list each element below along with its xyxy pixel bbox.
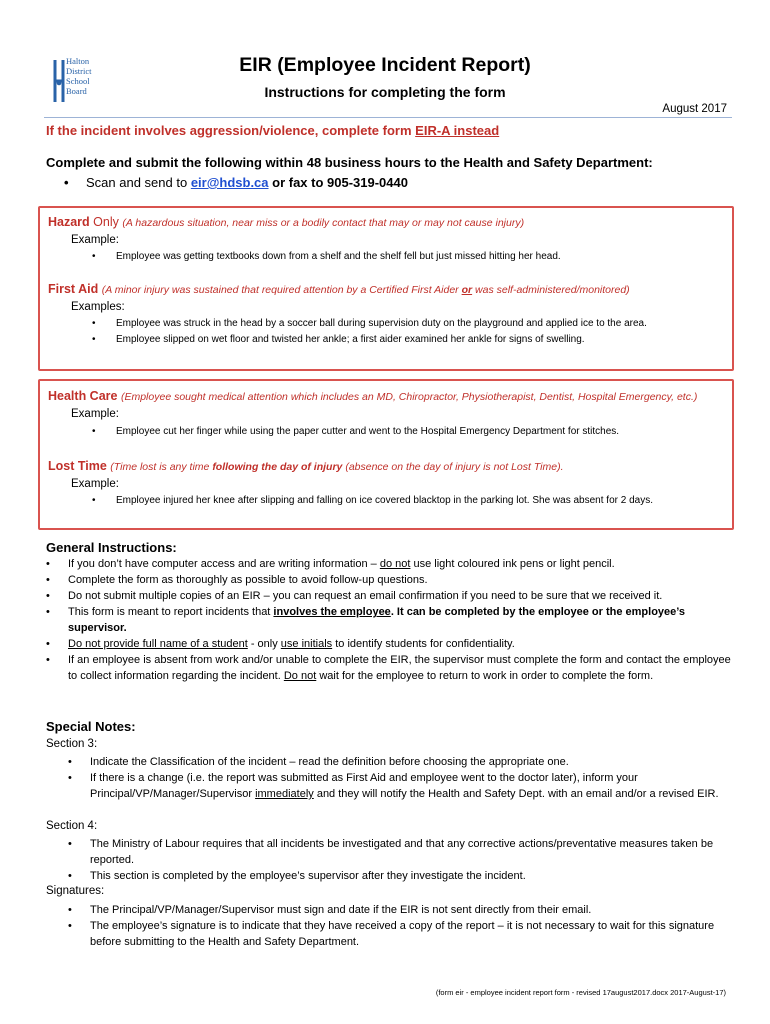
lost-time-name: Lost Time (48, 459, 107, 473)
list-item (46, 604, 736, 636)
general-instructions-list (46, 556, 736, 684)
item-text: to identify students for confidentiality. (332, 638, 515, 650)
page-subtitle: Instructions for completing the form (264, 84, 506, 100)
item-text: This section is completed by the employee’s supervisor after they investigate the incident. (90, 870, 526, 882)
bullet: • (92, 334, 96, 345)
bullet: • (68, 838, 72, 850)
list-item (92, 495, 653, 506)
list-item (46, 636, 736, 652)
bullet: • (68, 772, 72, 784)
signatures-label: Signatures: (46, 885, 105, 897)
signatures-list (68, 902, 728, 950)
bullet: • (46, 638, 50, 650)
bullet: • (68, 920, 72, 932)
first-aid-desc: (A minor injury was sustained that required attention by a Certified First Aider (101, 284, 462, 296)
general-instructions-heading: General Instructions: (46, 540, 177, 555)
bullet: • (92, 495, 96, 506)
item-text: do not (379, 558, 411, 570)
list-item (46, 652, 736, 684)
header-divider (44, 117, 732, 118)
list-item (68, 836, 728, 868)
list-item (68, 902, 728, 918)
bullet: • (68, 904, 72, 916)
hazard-heading (48, 215, 524, 229)
bullet: • (46, 590, 50, 602)
item-text: If an employee is absent from work and/or unable to complete the EIR, the supervisor must complete the form and contact the employee to collect information regarding the incident. (68, 654, 731, 682)
aggression-notice (46, 123, 499, 138)
example-label: Examples: (71, 301, 125, 313)
logo-line: Board (66, 86, 87, 96)
item-text: If there is a change (i.e. the report was submitted as First Aid and employee went to the doctor later), inform your Principal/VP/Manager/Supervisor (90, 772, 638, 800)
logo-line: Halton (66, 56, 90, 66)
list-item (92, 334, 585, 345)
bullet: • (92, 318, 96, 329)
page-title: EIR (Employee Incident Report) (239, 54, 531, 76)
item-text: Indicate the Classification of the incident – read the definition before choosing the appropriate one. (90, 756, 569, 768)
example-label: Example: (71, 234, 119, 246)
health-care-heading (48, 389, 697, 403)
bullet: • (68, 756, 72, 768)
item-text: Do not (283, 670, 317, 682)
list-item (92, 426, 620, 437)
submit-heading: Complete and submit the following within 48 business hours to the Health and Safety Department: (46, 155, 653, 170)
first-aid-name: First Aid (48, 282, 99, 296)
item-text: If you don’t have computer access and are writing information – (68, 558, 380, 570)
example-text: Employee slipped on wet floor and twisted her ankle; a first aider examined her ankle for signs of swelling. (116, 334, 585, 345)
first-aid-heading (48, 282, 630, 296)
item-text: use initials (280, 638, 333, 650)
list-item (46, 588, 736, 604)
section-3-list (68, 754, 728, 802)
logo-line: District (66, 66, 92, 76)
bullet: • (46, 574, 50, 586)
list-item (92, 318, 647, 329)
document-date: August 2017 (662, 103, 727, 115)
footer-file-info: (form eir - employee incident report form - revised 17august2017.docx 2017-August-17) (435, 988, 726, 997)
hazard-desc: (A hazardous situation, near miss or a bodily contact that may or may not cause injury) (122, 217, 525, 229)
item-text: The Principal/VP/Manager/Supervisor must sign and date if the EIR is not sent directly from their email. (90, 904, 592, 916)
item-text: Do not provide full name of a student (68, 638, 248, 650)
bullet: • (46, 654, 50, 666)
list-item (68, 770, 728, 802)
scan-prefix: Scan and send to (86, 175, 191, 190)
bullet: • (64, 175, 69, 190)
eir-a-link[interactable]: EIR-A instead (415, 123, 500, 138)
bullet: • (46, 558, 50, 570)
list-item (68, 918, 728, 950)
first-aid-desc: was self-administered/monitored) (472, 284, 630, 296)
special-notes-heading: Special Notes: (46, 719, 136, 734)
example-text: Employee was getting textbooks down from a shelf and the shelf fell but just missed hitting her head. (116, 251, 561, 262)
lost-time-desc: (Time lost is any time (110, 461, 213, 473)
list-item (46, 556, 736, 572)
health-care-name: Health Care (48, 389, 118, 403)
item-text: Do not submit multiple copies of an EIR – you can request an email confirmation if you need to be sure that we received it. (68, 590, 663, 602)
item-text: - only (247, 638, 281, 650)
example-text: Employee was struck in the head by a soccer ball during supervision duty on the playground and applied ice to the area. (116, 318, 647, 329)
submit-instruction (64, 175, 408, 190)
bullet: • (92, 426, 96, 437)
logo-line: School (66, 76, 90, 86)
section-4-label: Section 4: (46, 820, 98, 832)
lost-time-heading (48, 459, 564, 473)
item-text: use light coloured ink pens or light pencil. (410, 558, 615, 570)
list-item (68, 754, 728, 770)
item-text: The Ministry of Labour requires that all incidents be investigated and that any corrective actions/preventative measures taken be reported. (90, 838, 714, 866)
example-label: Example: (71, 408, 119, 420)
aggression-text: If the incident involves aggression/violence, complete form (46, 123, 416, 138)
list-item (92, 251, 561, 262)
item-text: and they will notify the Health and Safety Dept. with an email and/or a revised EIR. (313, 788, 719, 800)
lost-time-desc: (absence on the day of injury is not Lost Time). (342, 461, 564, 473)
hazard-name: Hazard (48, 215, 90, 229)
first-aid-or: or (461, 284, 473, 296)
example-text: Employee injured her knee after slipping and falling on ice covered blacktop in the parking lot. She was absent for 2 days. (116, 495, 653, 506)
list-item (46, 572, 736, 588)
item-text: . It can be completed by the employee or the employee’s supervisor. (68, 606, 686, 634)
item-text: This form is meant to report incidents that (68, 606, 274, 618)
fax-text: or fax to 905-319-0440 (268, 175, 408, 190)
item-text: wait for the employee to return to work in order to complete the form. (316, 670, 654, 682)
email-link[interactable]: eir@hdsb.ca (190, 175, 269, 190)
section-4-list (68, 836, 728, 884)
lost-time-desc-bold: following the day of injury (212, 461, 343, 473)
section-3-label: Section 3: (46, 738, 98, 750)
example-label: Example: (71, 478, 119, 490)
bullet: • (92, 251, 96, 262)
item-text: immediately (255, 788, 314, 800)
list-item (68, 868, 728, 884)
item-text: The employee’s signature is to indicate that they have received a copy of the report – it is not necessary to wait for this signature before submitting to the Health and Safety Department. (90, 920, 715, 948)
bullet: • (46, 606, 50, 618)
bullet: • (68, 870, 72, 882)
item-text: Complete the form as thoroughly as possible to avoid follow-up questions. (68, 574, 428, 586)
example-text: Employee cut her finger while using the paper cutter and went to the Hospital Emergency Department for stitches. (116, 426, 620, 437)
item-text: involves the employee (273, 606, 391, 618)
hazard-only: Only (93, 215, 119, 229)
health-care-desc: (Employee sought medical attention which includes an MD, Chiropractor, Physiotherapist, Dentist, Hospital Emergency, etc.) (120, 391, 698, 403)
